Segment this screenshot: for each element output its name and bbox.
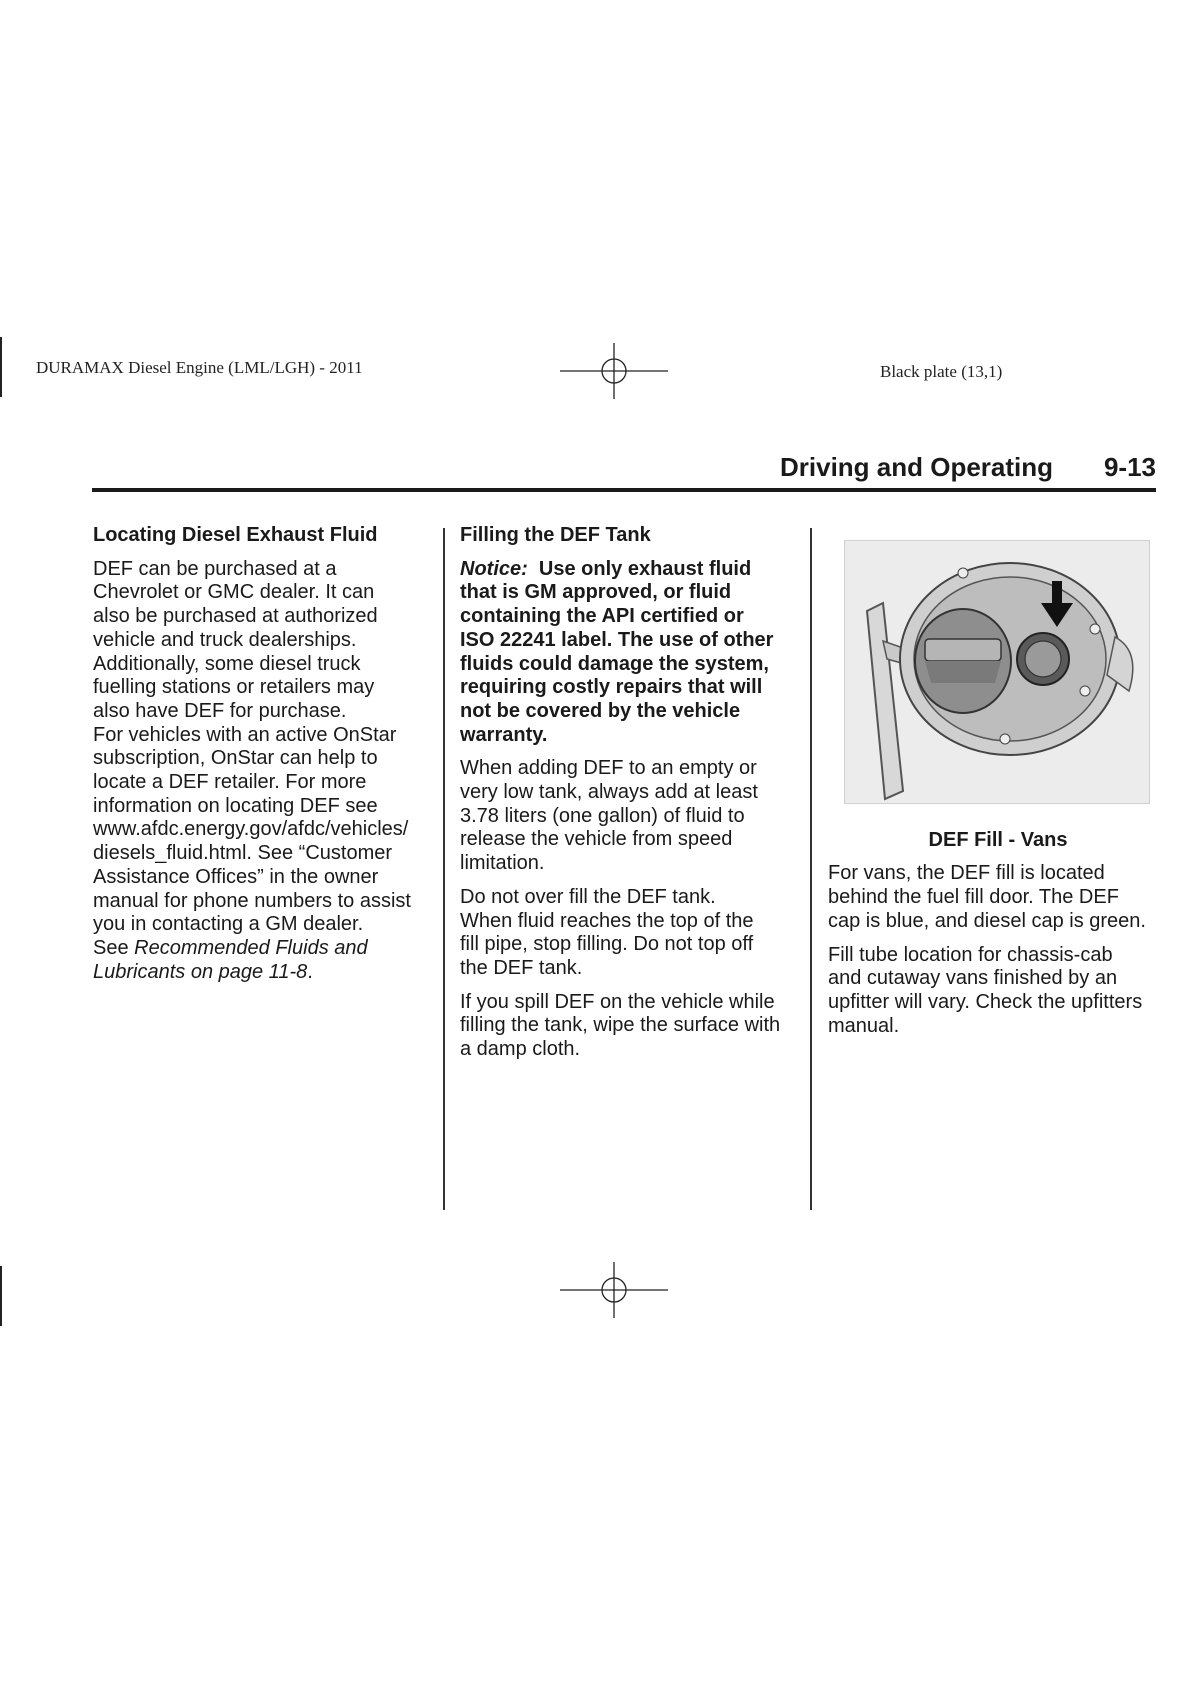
column-divider-2 <box>810 528 812 1210</box>
text-line: very low tank, always add at least <box>460 781 758 804</box>
text-line: the DEF tank. <box>460 956 583 979</box>
column-divider-1 <box>443 528 445 1210</box>
text-line: behind the fuel fill door. The DEF <box>828 886 1119 909</box>
crosshair-bottom-icon <box>560 1262 668 1318</box>
see-reference-cont <box>93 961 433 985</box>
heading-locating-def: Locating Diesel Exhaust Fluid <box>93 524 378 546</box>
text-line: fill pipe, stop filling. Do not top off <box>460 933 754 956</box>
notice-line: Use only exhaust fluid <box>538 557 752 580</box>
text-line: Assistance Offices” in the owner <box>93 865 379 888</box>
text-line: information on locating DEF see <box>93 794 378 817</box>
text-line: subscription, OnStar can help to <box>93 747 378 770</box>
text-line: fuelling stations or retailers may <box>93 676 375 699</box>
section-title: Driving and Operating <box>780 452 1054 482</box>
text-line: DEF can be purchased at a <box>93 557 337 580</box>
crosshair-top-icon <box>560 343 668 399</box>
text-line: When fluid reaches the top of the <box>460 909 754 932</box>
text-line: For vehicles with an active OnStar <box>93 723 397 746</box>
text-line: filling the tank, wipe the surface with <box>460 1014 781 1037</box>
text-line: also have DEF for purchase. <box>93 699 347 722</box>
column-2 <box>460 524 800 1072</box>
col1-text <box>93 558 433 985</box>
print-header-left: DURAMAX Diesel Engine (LML/LGH) - 2011 <box>36 358 363 377</box>
text-line: also be purchased at authorized <box>93 605 378 628</box>
text-line: For vans, the DEF fill is located <box>828 862 1105 885</box>
see-reference <box>93 937 433 961</box>
notice-line: fluids could damage the system, <box>460 652 769 675</box>
text-line: a damp cloth. <box>460 1038 581 1061</box>
text-line: When adding DEF to an empty or <box>460 757 757 780</box>
notice-line: containing the API certified or <box>460 605 744 628</box>
notice-line: warranty. <box>460 723 548 746</box>
notice-line: not be covered by the vehicle <box>460 699 741 722</box>
text-line: Additionally, some diesel truck <box>93 652 361 675</box>
paragraph-overfill <box>460 886 800 981</box>
text-line: Do not over fill the DEF tank. <box>460 885 716 908</box>
print-header-right: Black plate (13,1) <box>880 362 1003 381</box>
see-suffix: . <box>307 960 313 983</box>
header-rule <box>92 488 1156 492</box>
paragraph-spill <box>460 991 800 1062</box>
text-line: Fill tube location for chassis-cab <box>828 943 1113 966</box>
notice-line: requiring costly repairs that will <box>460 676 763 699</box>
url-line: www.afdc.energy.gov/afdc/vehicles/ <box>93 818 409 841</box>
def-fill-door-illustration <box>844 540 1150 804</box>
notice-line: ISO 22241 label. The use of other <box>460 628 774 651</box>
text-line: manual for phone numbers to assist <box>93 889 411 912</box>
column-1 <box>93 524 433 984</box>
notice-label: Notice: <box>460 557 528 580</box>
figure-caption: DEF Fill - Vans <box>928 828 1068 851</box>
cross-reference-link-2[interactable]: Lubricants on page 11-8 <box>93 960 308 983</box>
paragraph-fill-tube <box>828 944 1168 1039</box>
text-line: manual. <box>828 1014 900 1037</box>
notice-line: that is GM approved, or fluid <box>460 581 732 604</box>
text-line: you in contacting a GM dealer. <box>93 913 364 936</box>
notice-block <box>460 558 800 748</box>
heading-filling-def: Filling the DEF Tank <box>460 524 651 546</box>
column-3 <box>828 540 1168 1048</box>
text-line: locate a DEF retailer. For more <box>93 771 367 794</box>
page-number: 9-13 <box>1103 452 1156 482</box>
text-line: diesels_fluid.html. See “Customer <box>93 842 393 865</box>
text-line: limitation. <box>460 852 545 875</box>
text-line: cap is blue, and diesel cap is green. <box>828 909 1146 932</box>
text-line: vehicle and truck dealerships. <box>93 628 357 651</box>
left-edge-mark-top <box>0 337 2 397</box>
text-line: Chevrolet or GMC dealer. It can <box>93 581 375 604</box>
text-line: release the vehicle from speed <box>460 828 733 851</box>
text-line: 3.78 liters (one gallon) of fluid to <box>460 804 745 827</box>
cross-reference-link[interactable]: Recommended Fluids and <box>134 936 368 959</box>
notice-first-line <box>460 558 751 580</box>
see-prefix: See <box>93 936 129 959</box>
text-line: If you spill DEF on the vehicle while <box>460 990 775 1013</box>
left-edge-mark-bottom <box>0 1266 2 1326</box>
text-line: upfitter will vary. Check the upfitters <box>828 990 1143 1013</box>
paragraph-adding-def <box>460 757 800 876</box>
text-line: and cutaway vans finished by an <box>828 967 1118 990</box>
paragraph-vans <box>828 862 1168 933</box>
